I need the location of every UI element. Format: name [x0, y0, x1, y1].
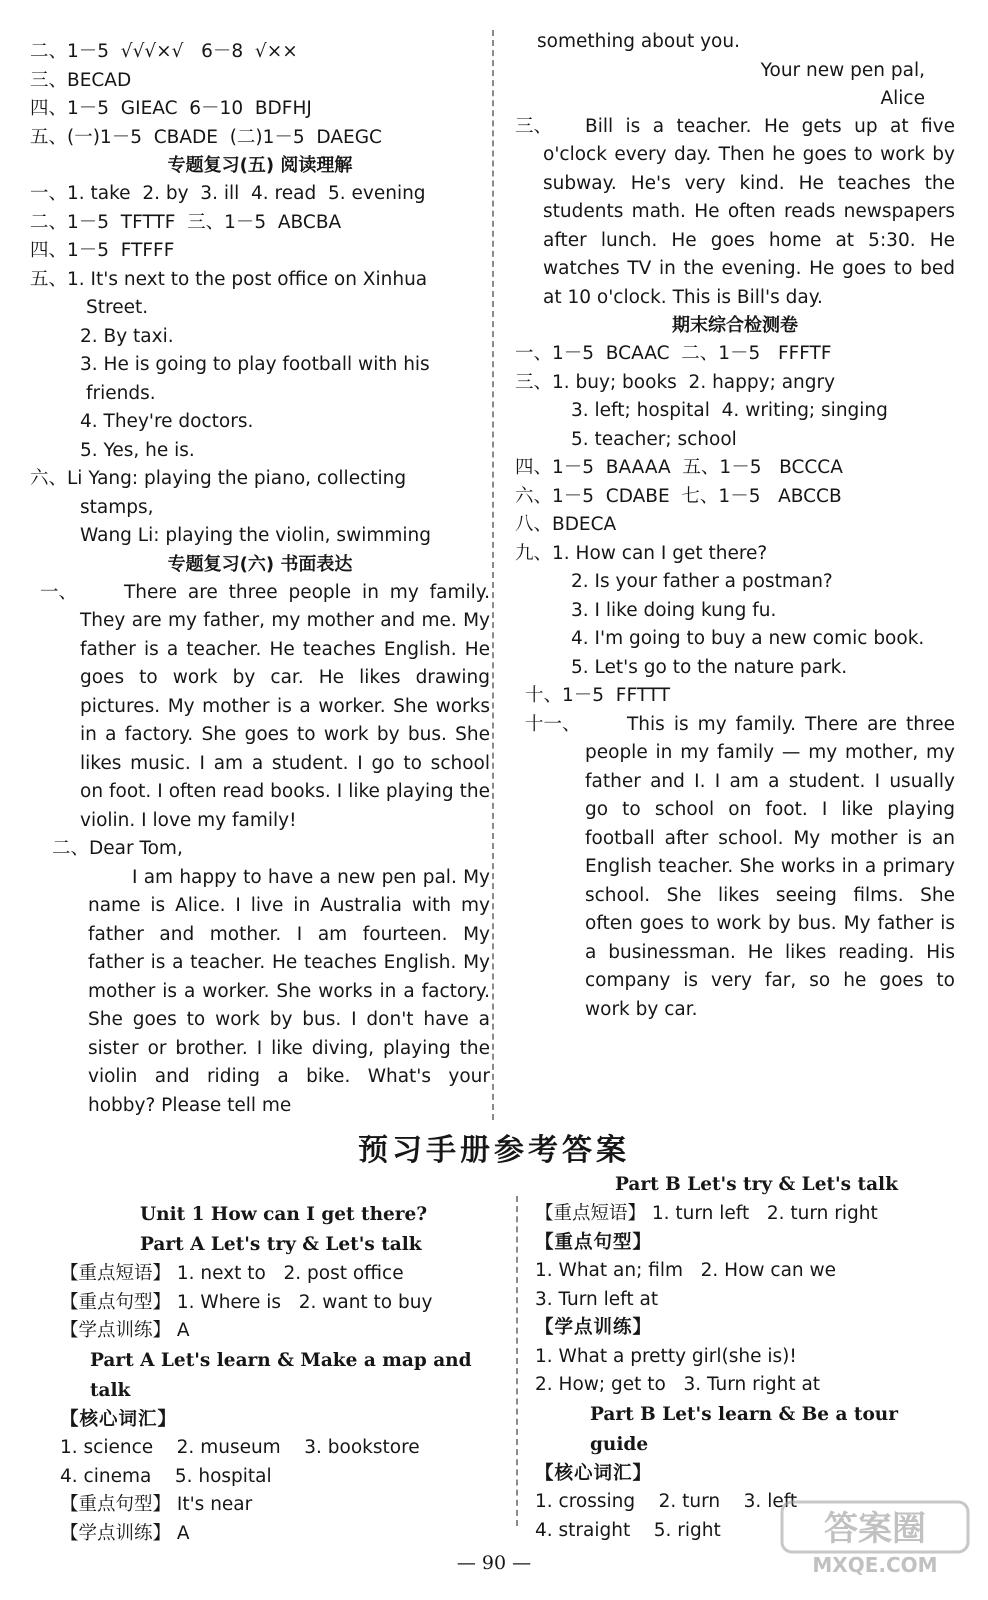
answer-line: something about you.: [537, 31, 740, 52]
answer-line: 一、1. take 2. by 3. ill 4. read 5. evening: [30, 183, 426, 204]
answer-line: 1. What a pretty girl(she is)!: [535, 1345, 797, 1367]
answer-line: 2. By taxi.: [80, 325, 174, 347]
column-divider: [492, 30, 494, 1120]
answer-line: 【重点短语】 1. next to 2. post office: [60, 1263, 404, 1284]
answer-line: 4. They're doctors.: [80, 411, 254, 432]
part-heading: Part A Let's learn & Make a map and talk: [90, 1349, 472, 1401]
letter-signoff: Your new pen pal,: [760, 59, 925, 81]
answer-line: friends.: [86, 382, 156, 404]
answer-line: 一、1－5 BCAAC 二、1－5 FFFTF: [515, 343, 832, 364]
answer-line: 2. How; get to 3. Turn right at: [535, 1374, 821, 1395]
section-heading: 专题复习(五) 阅读理解: [167, 155, 353, 176]
answer-line: 4. I'm going to buy a new comic book.: [571, 628, 925, 649]
answer-line: 3. Turn left at: [535, 1288, 659, 1310]
answer-line: 2. Is your father a postman?: [571, 571, 833, 592]
answer-line: 3. He is going to play football with his: [80, 354, 430, 375]
answer-line: 【重点句型】 It's near: [60, 1494, 253, 1515]
answer-line: 五、(一)1－5 CBADE (二)1－5 DAEGC: [30, 126, 382, 148]
answer-line: 1. What an; film 2. How can we: [535, 1260, 837, 1281]
essay-paragraph: Bill is a teacher. He gets up at five o'clock every day. Then he goes to work by subway. He's very kind. He teaches the students math. He often reads newspapers after lunch. He goes home at 5:30. He watches TV in the evening. He goes to bed at 10 o'clock. This is Bill's day.: [543, 115, 955, 308]
answer-line: 十、1－5 FFTTT: [525, 685, 671, 706]
answer-line: 三、1. buy; books 2. happy; angry: [515, 371, 836, 393]
answer-line: 四、1－5 BAAAA 五、1－5 BCCCA: [515, 457, 843, 478]
answer-line: 4. cinema 5. hospital: [60, 1465, 272, 1487]
letter-greeting: 二、Dear Tom,: [52, 838, 183, 859]
answer-line: 1. crossing 2. turn 3. left: [535, 1491, 798, 1512]
answer-line: 二、1－5 √√√×√ 6－8 √××: [30, 41, 298, 62]
answer-line: 四、1－5 GIEAC 6－10 BDFHJ: [30, 98, 312, 119]
answer-line: Wang Li: playing the violin, swimming: [80, 525, 431, 546]
answer-line: 【重点短语】 1. turn left 2. turn right: [535, 1203, 878, 1224]
section-heading: 专题复习(六) 书面表达: [167, 553, 353, 575]
part-heading: Part B Let's learn & Be a tour guide: [590, 1403, 898, 1455]
answer-line: 5. Yes, he is.: [80, 439, 195, 461]
answer-line: 六、1－5 CDABE 七、1－5 ABCCB: [515, 485, 842, 507]
answer-line: 八、BDECA: [515, 514, 617, 535]
essay-paragraph: This is my family. There are three people in my family — my mother, my father and I. I am a student. I usually go to school on foot. I like playing football after school. My mother is an English teacher. She works in a primary school. She likes seeing films. She often goes to work by bus. My father is a businessman. He likes reading. His company is very far, so he goes to work by car.: [585, 713, 955, 1020]
part-heading: Part B Let's try & Let's talk: [615, 1174, 898, 1195]
answer-line: 【核心词汇】: [535, 1462, 653, 1484]
right-column: [515, 28, 955, 1024]
answer-line: stamps,: [80, 496, 154, 518]
watermark-text: 答案圈: [824, 1509, 926, 1549]
essay-paragraph: There are three people in my family. They are my father, my mother and me. My father is a teacher. He teaches English. He goes to work by car. He likes drawing pictures. My mother is a worker. She works in a factory. She goes to work by bus. She likes music. I am a student. I go to school on foot. I often read books. I like playing the violin. I love my family!: [80, 581, 490, 831]
answer-line: 六、Li Yang: playing the piano, collecting: [30, 468, 407, 489]
essay-paragraph: I am happy to have a new pen pal. My name is Alice. I live in Australia with my father and mother. I am fourteen. My father is a teacher. He teaches English. My mother is a worker. She works in a factory. She goes to work by bus. I don't have a sister or brother. I like diving, playing the violin and riding a bike. What's your hobby? Please tell me: [88, 866, 490, 1116]
answer-line: 三、BECAD: [30, 69, 132, 91]
watermark-url: MXQE.COM: [812, 1553, 938, 1577]
answer-line: 【学点训练】 A: [60, 1320, 190, 1341]
left-column: [30, 38, 490, 1120]
answer-line: 3. I like doing kung fu.: [571, 599, 777, 621]
answer-line: 1. science 2. museum 3. bookstore: [60, 1437, 420, 1458]
answer-line: 二、1－5 TFTTF 三、1－5 ABCBA: [30, 211, 342, 233]
answer-line: 5. teacher; school: [571, 428, 737, 450]
answer-line: 4. straight 5. right: [535, 1519, 721, 1541]
answer-line: 【学点训练】: [535, 1317, 653, 1338]
answer-line: 五、1. It's next to the post office on Xinhua: [30, 268, 428, 290]
answer-line: 5. Let's go to the nature park.: [571, 656, 848, 678]
part-heading: Part A Let's try & Let's talk: [140, 1234, 422, 1255]
page-number: — 90 —: [456, 1552, 532, 1574]
answer-line: 3. left; hospital 4. writing; singing: [571, 400, 888, 421]
watermark-logo: [780, 1500, 970, 1578]
letter-signature: Alice: [880, 87, 925, 109]
preview-left-column: [60, 1200, 490, 1548]
answer-line: 【重点句型】 1. Where is 2. want to buy: [60, 1291, 433, 1313]
answer-line: 【重点句型】: [535, 1231, 653, 1253]
answer-number: 一、: [40, 581, 78, 603]
answer-number: 三、: [515, 115, 553, 137]
answer-line: Street.: [86, 297, 149, 318]
answer-line: 【学点训练】 A: [60, 1522, 190, 1544]
answer-line: 【核心词汇】: [60, 1408, 178, 1430]
answer-number: 十一、: [525, 713, 581, 735]
column-divider: [516, 1196, 518, 1526]
unit-heading: Unit 1 How can I get there?: [140, 1204, 428, 1225]
section-heading: 期末综合检测卷: [672, 315, 798, 336]
answer-line: 四、1－5 FTFFF: [30, 240, 175, 261]
section-title: 预习手册参考答案: [358, 1133, 630, 1168]
answer-line: 九、1. How can I get there?: [515, 542, 768, 564]
preview-right-column: [535, 1170, 955, 1545]
